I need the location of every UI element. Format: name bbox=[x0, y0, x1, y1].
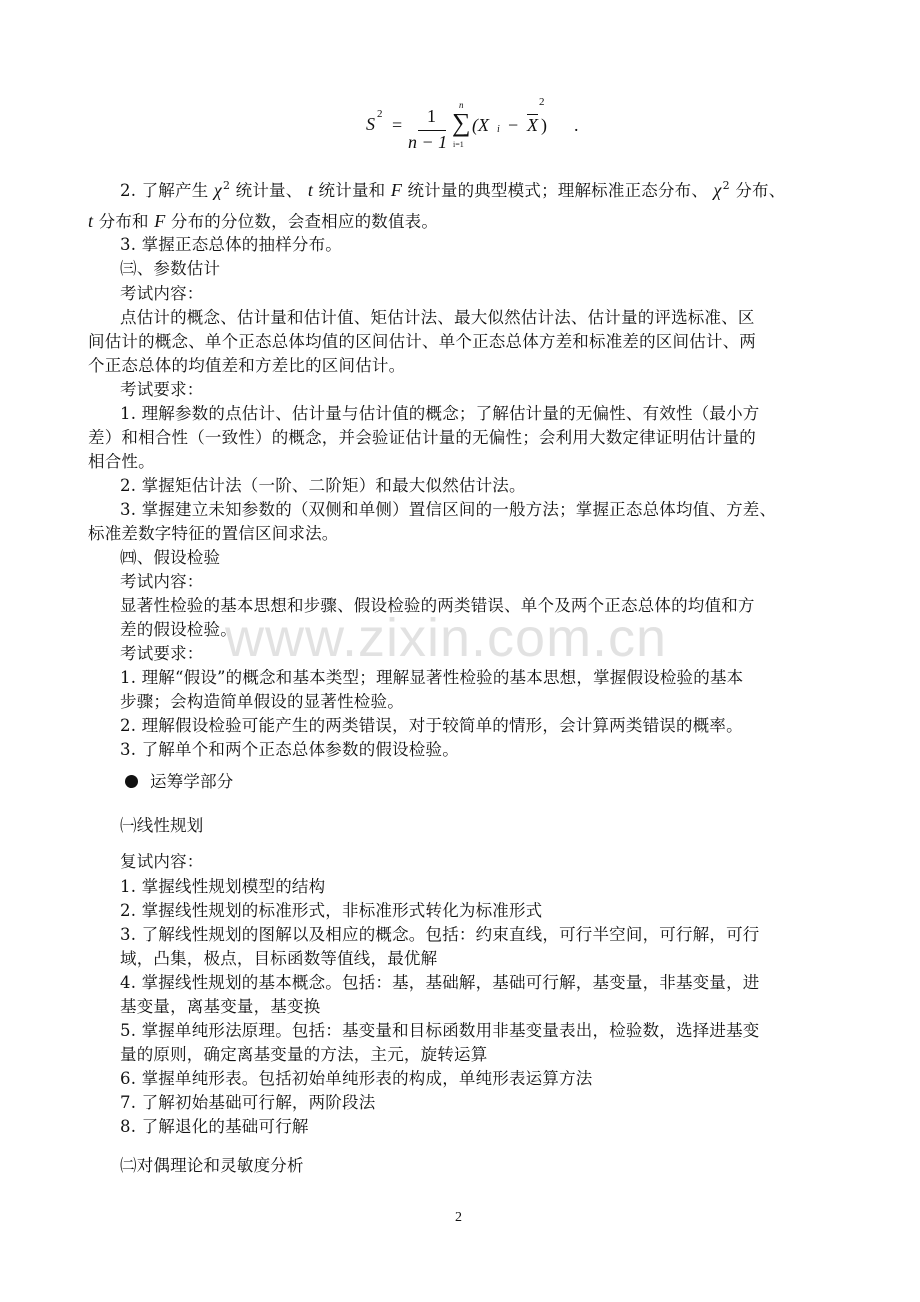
testing-req-line: 3. 了解单个和两个正态总体参数的假设检验。 bbox=[120, 740, 459, 759]
testing-content-label: 考试内容： bbox=[120, 572, 204, 591]
testing-req-label: 考试要求： bbox=[120, 644, 204, 663]
or-section-title: 运筹学部分 bbox=[125, 771, 234, 793]
fraction-bar bbox=[418, 130, 446, 131]
formula-sum-top: n bbox=[459, 100, 464, 110]
t-symbol: t bbox=[307, 180, 314, 200]
bullet-icon bbox=[125, 775, 138, 788]
or-item: 基变量，离基变量，基变换 bbox=[120, 997, 321, 1016]
or-item: 8. 了解退化的基础可行解 bbox=[120, 1117, 309, 1136]
testing-req-line: 2. 理解假设检验可能产生的两类错误，对于较简单的情形，会计算两类错误的概率。 bbox=[120, 716, 743, 735]
chi-symbol: χ bbox=[213, 180, 222, 200]
formula-lhs-exp: 2 bbox=[377, 108, 383, 120]
or-item: 2. 掌握线性规划的标准形式，非标准形式转化为标准形式 bbox=[120, 901, 543, 920]
dual-heading: ㈡对偶理论和灵敏度分析 bbox=[120, 1156, 304, 1175]
formula-exp: 2 bbox=[539, 96, 545, 108]
estimation-req-label: 考试要求： bbox=[120, 380, 204, 399]
f-symbol: F bbox=[390, 180, 403, 200]
testing-req-line: 1. 理解“假设”的概念和基本类型；理解显著性检验的基本思想，掌握假设检验的基本 bbox=[120, 668, 744, 687]
formula-equals: = bbox=[392, 115, 403, 135]
formula-lhs: S bbox=[366, 114, 375, 134]
sampling-item-2-line2: t 分布和 F 分布的分位数，会查相应的数值表。 bbox=[88, 211, 439, 231]
or-item: 4. 掌握线性规划的基本概念。包括：基，基础解，基础可行解，基变量，非基变量，进 bbox=[120, 973, 760, 992]
estimation-content-line: 个正态总体的均值差和方差比的区间估计。 bbox=[88, 356, 406, 375]
formula-body-sub: i bbox=[497, 124, 500, 135]
or-content-label: 复试内容： bbox=[120, 852, 204, 871]
estimation-req-line: 1. 理解参数的点估计、估计量与估计值的概念；了解估计量的无偏性、有效性（最小方 bbox=[120, 404, 760, 423]
sampling-item-3: 3. 掌握正态总体的抽样分布。 bbox=[120, 235, 342, 254]
estimation-req-line: 相合性。 bbox=[88, 452, 155, 471]
formula-body: (X bbox=[472, 115, 489, 135]
or-item: 1. 掌握线性规划模型的结构 bbox=[120, 877, 326, 896]
watermark: www.zixin.com.cn bbox=[225, 608, 668, 668]
formula-sum-sign: ∑ bbox=[452, 108, 471, 137]
sample-variance-formula bbox=[366, 96, 626, 160]
estimation-req-line: 2. 掌握矩估计法（一阶、二阶矩）和最大似然估计法。 bbox=[120, 476, 526, 495]
estimation-content-label: 考试内容： bbox=[120, 284, 204, 303]
testing-heading: ㈣、假设检验 bbox=[120, 548, 221, 567]
estimation-heading: ㈢、参数估计 bbox=[120, 259, 221, 278]
formula-end: . bbox=[574, 115, 579, 135]
testing-req-line: 步骤；会构造简单假设的显著性检验。 bbox=[120, 692, 404, 711]
formula-minus: − bbox=[508, 115, 519, 135]
estimation-req-line: 差）和相合性（一致性）的概念，并会验证估计量的无偏性；会利用大数定律证明估计量的 bbox=[88, 428, 756, 447]
estimation-content-line: 点估计的概念、估计量和估计值、矩估计法、最大似然估计法、估计量的评选标准、区 bbox=[120, 308, 755, 327]
estimation-req-line: 标准差数字特征的置信区间求法。 bbox=[88, 524, 339, 543]
or-item: 5. 掌握单纯形法原理。包括：基变量和目标函数用非基变量表出，检验数，选择进基变 bbox=[120, 1021, 760, 1040]
or-item: 量的原则，确定离基变量的方法，主元，旋转运算 bbox=[120, 1045, 488, 1064]
testing-content-line: 显著性检验的基本思想和步骤、假设检验的两类错误、单个及两个正态总体的均值和方 bbox=[120, 596, 755, 615]
estimation-req-line: 3. 掌握建立未知参数的（双侧和单侧）置信区间的一般方法；掌握正态总体均值、方差、 bbox=[120, 500, 777, 519]
or-item: 6. 掌握单纯形表。包括初始单纯形表的构成，单纯形表运算方法 bbox=[120, 1069, 593, 1088]
testing-content-line: 差的假设检验。 bbox=[120, 620, 237, 639]
sampling-item-2-line1: 2. 了解产生 $\chi^2$ 统计量、 t 统计量和 F 统计量的典型模式；理解标准正态分布、 $\chi^2$ 分布、 bbox=[120, 179, 786, 200]
formula-sum-bottom: i=1 bbox=[453, 140, 464, 149]
page-number: 2 bbox=[455, 1210, 462, 1225]
lp-heading: ㈠线性规划 bbox=[120, 816, 204, 835]
formula-frac-den: n − 1 bbox=[408, 132, 448, 152]
formula-xbar: $\overline{X}$ bbox=[527, 115, 538, 135]
or-item: 域，凸集，极点，目标函数等值线，最优解 bbox=[120, 949, 438, 968]
or-item: 3. 了解线性规划的图解以及相应的概念。包括：约束直线，可行半空间，可行解，可行 bbox=[120, 925, 760, 944]
or-item: 7. 了解初始基础可行解，两阶段法 bbox=[120, 1093, 376, 1112]
formula-close: ) bbox=[541, 115, 547, 135]
estimation-content-line: 间估计的概念、单个正态总体均值的区间估计、单个正态总体方差和标准差的区间估计、两 bbox=[88, 332, 756, 351]
formula-frac-num: 1 bbox=[427, 106, 436, 126]
